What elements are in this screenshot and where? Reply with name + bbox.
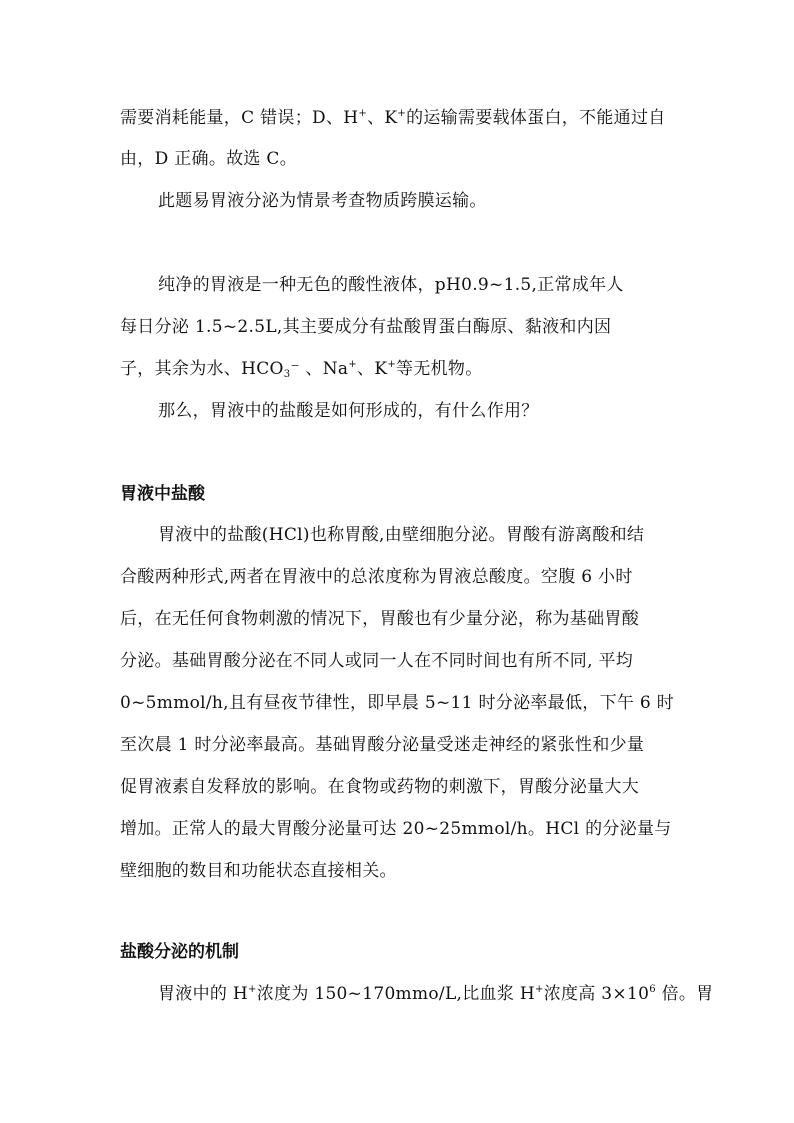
section1-line: 分泌。基础胃酸分泌在不同人或同一人在不同时间也有所不同, 平均 (120, 651, 634, 671)
intro-line-2: 由，D 正确。故选 C。 (120, 149, 298, 169)
intro-line-1: 需要消耗能量，C 错误；D、H+、K+的运输需要载体蛋白，不能通过自 (120, 108, 666, 128)
section1-line: 后，在无任何食物刺激的情况下，胃酸也有少量分泌，称为基础胃酸 (120, 609, 639, 629)
para1-line-2: 每日分泌 1.5~2.5L,其主要成分有盐酸胃蛋白酶原、黏液和内因 (120, 317, 612, 337)
para1-line-4: 那么，胃液中的盐酸是如何形成的，有什么作用？ (158, 401, 539, 421)
section1-line: 0~5mmol/h,且有昼夜节律性，即早晨 5~11 时分泌率最低，下午 6 时 (120, 693, 674, 713)
section1-line: 促胃液素自发释放的影响。在食物或药物的刺激下，胃酸分泌量大大 (120, 777, 639, 797)
section1-line: 胃液中的盐酸(HCl)也称胃酸,由壁细胞分泌。胃酸有游离酸和结 (158, 525, 645, 545)
section-heading-mechanism: 盐酸分泌的机制 (120, 942, 239, 962)
section1-line: 合酸两种形式,两者在胃液中的总浓度称为胃液总酸度。空腹 6 小时 (120, 567, 633, 587)
section1-line: 至次晨 1 时分泌率最高。基础胃酸分泌量受迷走神经的紧张性和少量 (120, 735, 645, 755)
section-heading-gastric-acid: 胃液中盐酸 (120, 484, 205, 504)
para1-line-3: 子，其余为水、$HCO_3^-$ 、Na+、K+等无机物。 (120, 359, 483, 380)
section1-line: 壁细胞的数目和功能状态直接相关。 (120, 861, 397, 881)
section2-line-1: 胃液中的 H+浓度为 150~170mmo/L,比血浆 H+浓度高 $3\times 10^6$ 倍。胃 (158, 984, 714, 1004)
section1-line: 增加。正常人的最大胃酸分泌量可达 20~25mmol/h。HCl 的分泌量与 (120, 819, 672, 839)
intro-line-3: 此题易胃液分泌为情景考查物质跨膜运输。 (158, 191, 487, 211)
para1-line-1: 纯净的胃液是一种无色的酸性液体，pH0.9~1.5,正常成年人 (158, 275, 624, 295)
